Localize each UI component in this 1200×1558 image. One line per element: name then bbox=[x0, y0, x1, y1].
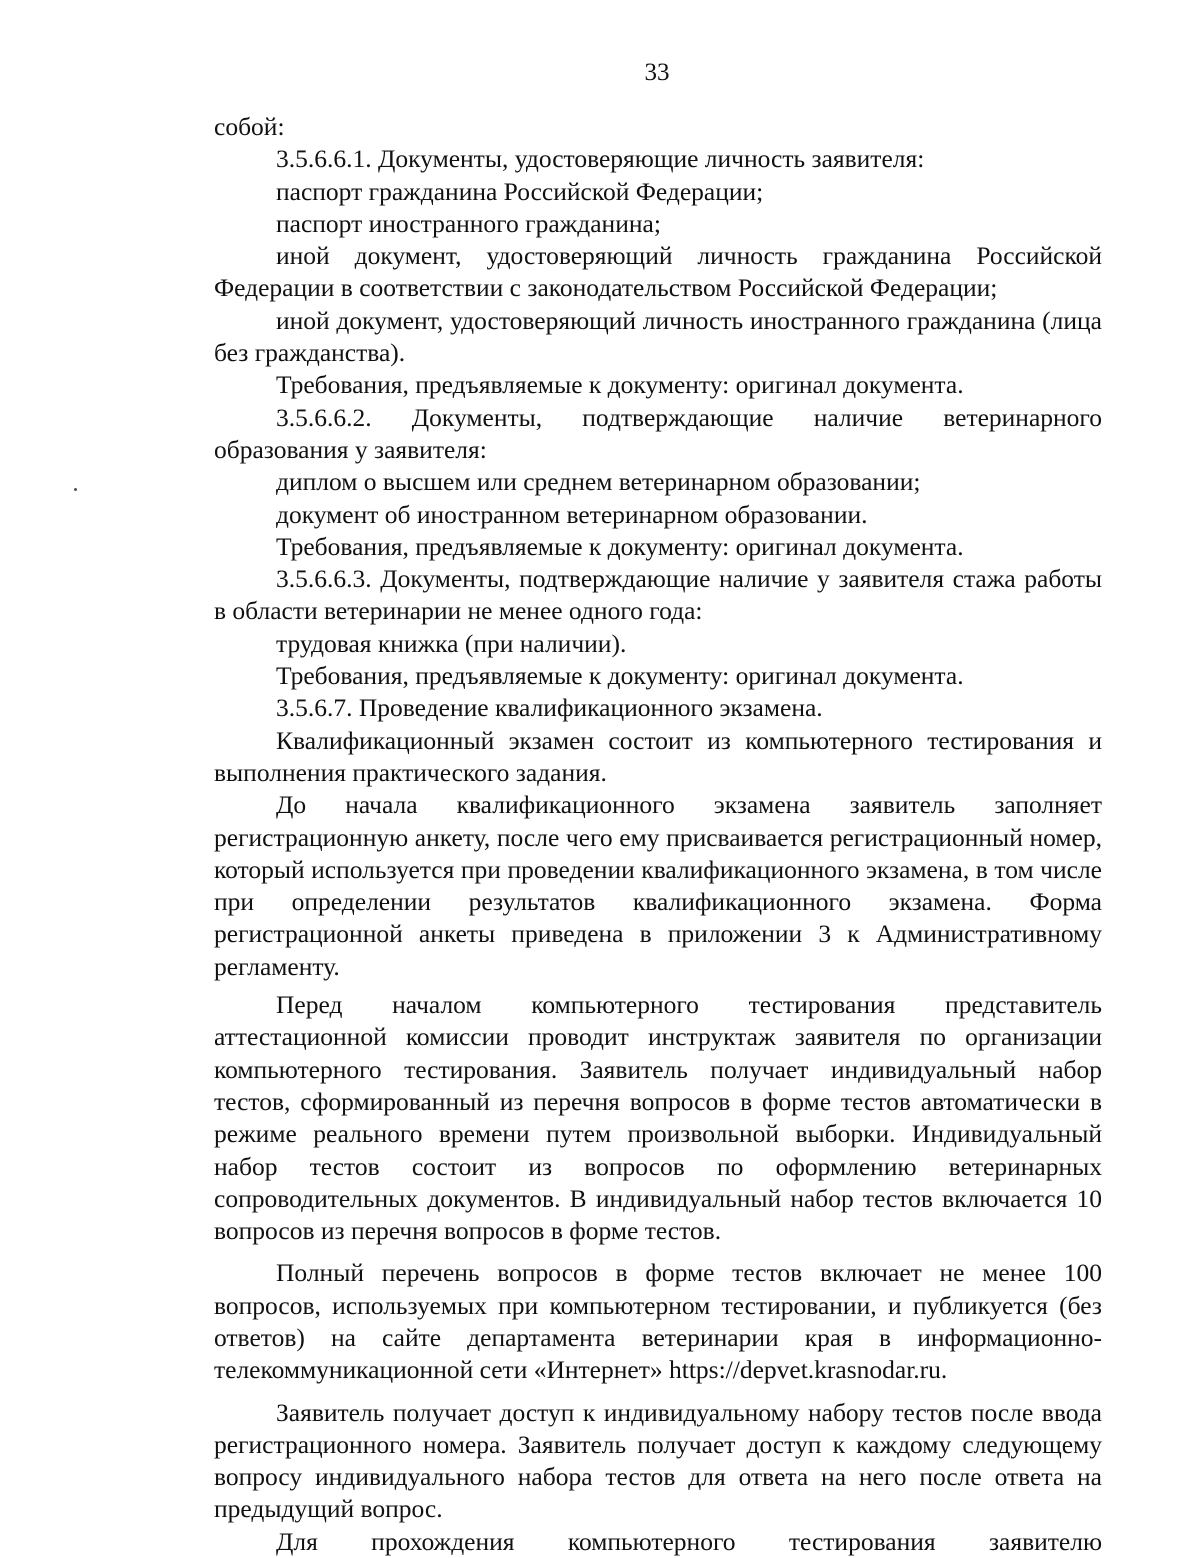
paragraph-3-5-6-6-3-heading: 3.5.6.6.3. Документы, подтверждающие наличие у заявителя стажа работы в области ветеринарии не менее одного года: bbox=[214, 564, 1102, 626]
page-number: 33 bbox=[644, 59, 670, 86]
list-item-foreign-education: документ об иностранном ветеринарном образовании. bbox=[276, 499, 868, 529]
list-item-work-record: трудовая книжка (при наличии). bbox=[276, 628, 627, 658]
registration-form-paragraph: До начала квалификационного экзамена заявитель заполняет регистрационную анкету, после чего ему присваивается регистрационный номер, который используется при проведении квалификационного экзамена, в том числе при определении результатов квалификационного экзамена. Форма регистрационной анкеты приведена в приложении 3 к Административному регламенту. bbox=[214, 790, 1102, 981]
requirements-paragraph: Требования, предъявляемые к документу: оригинал документа. bbox=[276, 370, 964, 400]
document-body bbox=[214, 111, 1102, 1558]
paragraph-continuation: собой: bbox=[214, 112, 285, 141]
requirements-paragraph: Требования, предъявляемые к документу: оригинал документа. bbox=[276, 531, 964, 561]
testing-instruction-paragraph: Перед началом компьютерного тестирования представитель аттестационной комиссии проводит инструктаж заявителя по организации компьютерного тестирования. Заявитель получает индивидуальный набор тестов, сформированный из перечня вопросов в форме тестов автоматически в режиме реального времени путем произвольной выборки. Индивидуальный набор тестов состоит из вопросов по оформлению ветеринарных сопроводительных документов. В индивидуальный набор тестов включается 10 вопросов из перечня вопросов в форме тестов. bbox=[214, 990, 1102, 1246]
list-item-passport-rf: паспорт гражданина Российской Федерации; bbox=[276, 176, 764, 206]
list-item-passport-foreign: паспорт иностранного гражданина; bbox=[276, 208, 661, 238]
list-item-diploma: диплом о высшем или среднем ветеринарном образовании; bbox=[276, 467, 921, 497]
full-question-list-paragraph: Полный перечень вопросов в форме тестов включает не менее 100 вопросов, используемых при компьютерном тестировании, и публикуется (без ответов) на сайте департамента ветеринарии края в информационно-телекоммуникационной сети «Интернет» https://depvet.krasnodar.ru. bbox=[214, 1258, 1102, 1385]
testing-continuation-paragraph: Для прохождения компьютерного тестирования заявителю bbox=[276, 1526, 1102, 1556]
list-item-other-document-rf: иной документ, удостоверяющий личность гражданина Российской Федерации в соответствии с законодательством Российской Федерации; bbox=[214, 241, 1102, 303]
requirements-paragraph: Требования, предъявляемые к документу: оригинал документа. bbox=[276, 661, 964, 691]
paragraph-3-5-6-7-heading: 3.5.6.7. Проведение квалификационного экзамена. bbox=[276, 693, 823, 723]
scan-speck bbox=[74, 488, 77, 491]
paragraph-3-5-6-6-1-heading: 3.5.6.6.1. Документы, удостоверяющие личность заявителя: bbox=[276, 144, 925, 174]
paragraph-3-5-6-6-2-heading: 3.5.6.6.2. Документы, подтверждающие наличие ветеринарного образования у заявителя: bbox=[214, 402, 1102, 464]
test-access-paragraph: Заявитель получает доступ к индивидуальному набору тестов после ввода регистрационного номера. Заявитель получает доступ к каждому следующему вопросу индивидуального набора тестов для ответа на него после ответа на предыдущий вопрос. bbox=[214, 1397, 1102, 1524]
list-item-other-document-foreign: иной документ, удостоверяющий личность иностранного гражданина (лица без гражданства). bbox=[214, 305, 1102, 368]
exam-composition-paragraph: Квалификационный экзамен состоит из компьютерного тестирования и выполнения практического задания. bbox=[214, 725, 1102, 787]
